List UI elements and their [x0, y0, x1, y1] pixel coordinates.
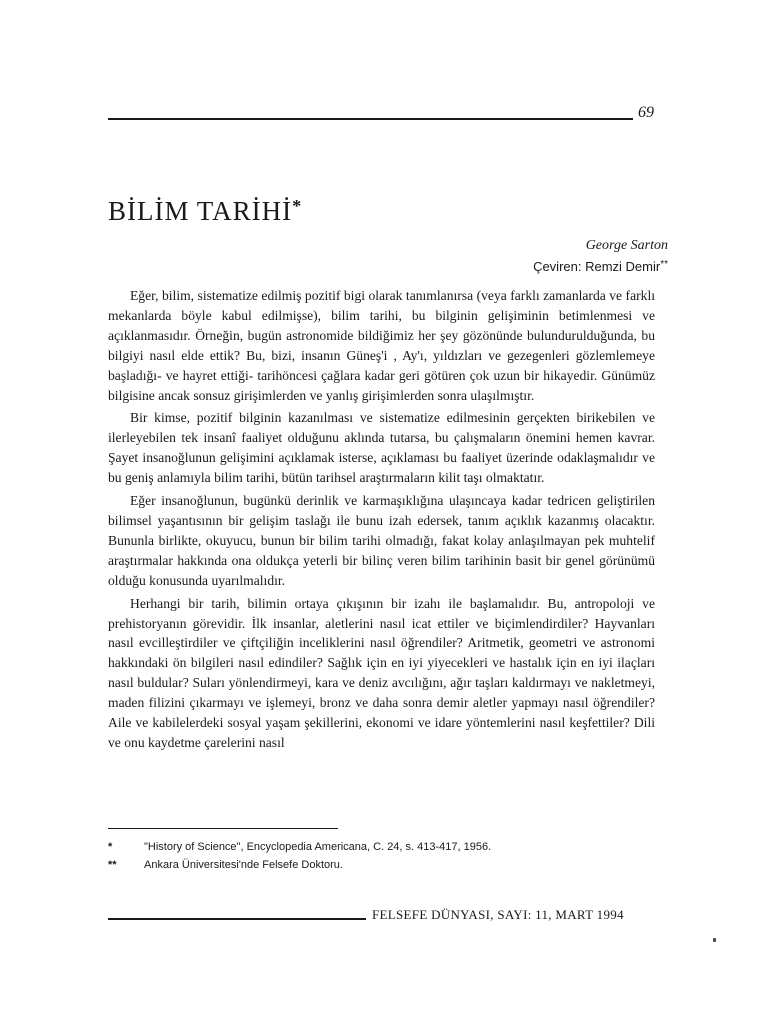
header-rule: [108, 118, 633, 120]
footnote-text: Ankara Üniversitesi'nde Felsefe Doktoru.: [144, 859, 343, 871]
article-body: [108, 286, 655, 756]
paragraph: Eğer, bilim, sistematize edilmiş pozitif bigi olarak tanımlanırsa (veya farklı zamanlarda ve farklı mekanlarda böyle kabul edilmişse), bilim tarihi, bu bilginin gelişiminin betimlenmesi ve açıklanmasıdır. Örneğin, bugün astronomide bildiğimiz her şey gözönünde bulundurulduğunda, bu bilgiyi nasıl elde ettik? Bu, bizi, insanın Güneş'i , Ay'ı, yıldızları ve gezegenleri gözlemlemeye başladığı- ve hayret ettiği- tarihöncesi çağlara kadar geri götüren çok uzun bir hikayedir. Günümüz bilgisine ancak sonsuz girişimlerden ve yanlış girişimlerden sonra ulaşılmıştır.: [108, 288, 655, 403]
title-footnote-mark: *: [292, 196, 303, 216]
footer-rule: [108, 918, 366, 920]
author-name: George Sarton: [585, 238, 668, 253]
translator-line: [533, 259, 668, 274]
page-number: 69: [638, 104, 654, 121]
footnote-mark: **: [108, 859, 117, 871]
translator-text: Çeviren: Remzi Demir: [533, 259, 661, 274]
paragraph: Herhangi bir tarih, bilimin ortaya çıkışının bir izahı ile başlamalıdır. Bu, antropoloji ve prehistoryanın görevidir. İlk insanlar, aletlerini nasıl icat ettiler ve biçimlendirdiler? Hayvanları nasıl evcilleştirdiler ve çiftçiliğin inceliklerini nasıl öğrendiler? Aritmetik, geometri ve astronomi hakkındaki ön bilgileri nasıl edindiler? Sağlık için en iyi yiyecekleri ve hastalık için en iyi ilaçları nasıl buldular? Suları yönlendirmeyi, kara ve deniz avcılığını, ağır taşları kaldırmayı ve nakletmeyi, maden filizini çıkarmayı ve işlemeyi, bronz ve daha sonra demir aletler yapmayı nasıl öğrendiler? Aile ve kabilelerdeki sosyal yaşam şekillerini, ekonomi ve idare yöntemlerini nasıl keşfettiler? Dili ve onu kaydetme çarelerini nasıl: [108, 595, 655, 750]
article-title-text: BİLİM TARİHİ: [108, 196, 293, 226]
scan-speck: [713, 938, 716, 942]
article-title: [108, 196, 302, 227]
footnotes: [108, 838, 648, 874]
footnote-rule: [108, 828, 338, 829]
paragraph: Bir kimse, pozitif bilginin kazanılması ve sistematize edilmesinin gerçekten birikebilen ve ilerleyebilen tek insanî faaliyet olduğunu aklında tutarsa, bu çalışmaların önemini hemen kavrar. Şayet insanoğlunun gelişimini açıklamak isterse, açıklaması bu faaliyet üzerinde odaklaşmalıdır ve bu geniş anlamıyla bilim tarihi, bütün tarihsel araştırmaların kilit taşı olmaktatır.: [108, 410, 655, 486]
footnote-mark: *: [108, 841, 113, 853]
translator-footnote-mark: **: [660, 259, 668, 270]
footnote-item: [108, 856, 648, 874]
journal-footer: FELSEFE DÜNYASI, SAYI: 11, MART 1994: [372, 907, 624, 922]
footnote-text: "History of Science", Encyclopedia Americana, C. 24, s. 413-417, 1956.: [144, 841, 492, 853]
footnote-item: [108, 838, 648, 856]
paragraph: Eğer insanoğlunun, bugünkü derinlik ve karmaşıklığına ulaşıncaya kadar tedricen geliştirilen bilimsel yaşantısının bir gelişim taslağı ile bunu izah edersek, tanım açıklık kazanmış olacaktır. Bununla birlikte, okuyucu, bunun bir bilim tarihi olmadığı, fakat kolay anlaşılmayan pek muhtelif araştırmalar hakkında ona oldukça yeterli bir bilinç veren bilim tarihinin basit bir genel görünümü olduğu konusunda uyarılmalıdır.: [108, 493, 655, 588]
